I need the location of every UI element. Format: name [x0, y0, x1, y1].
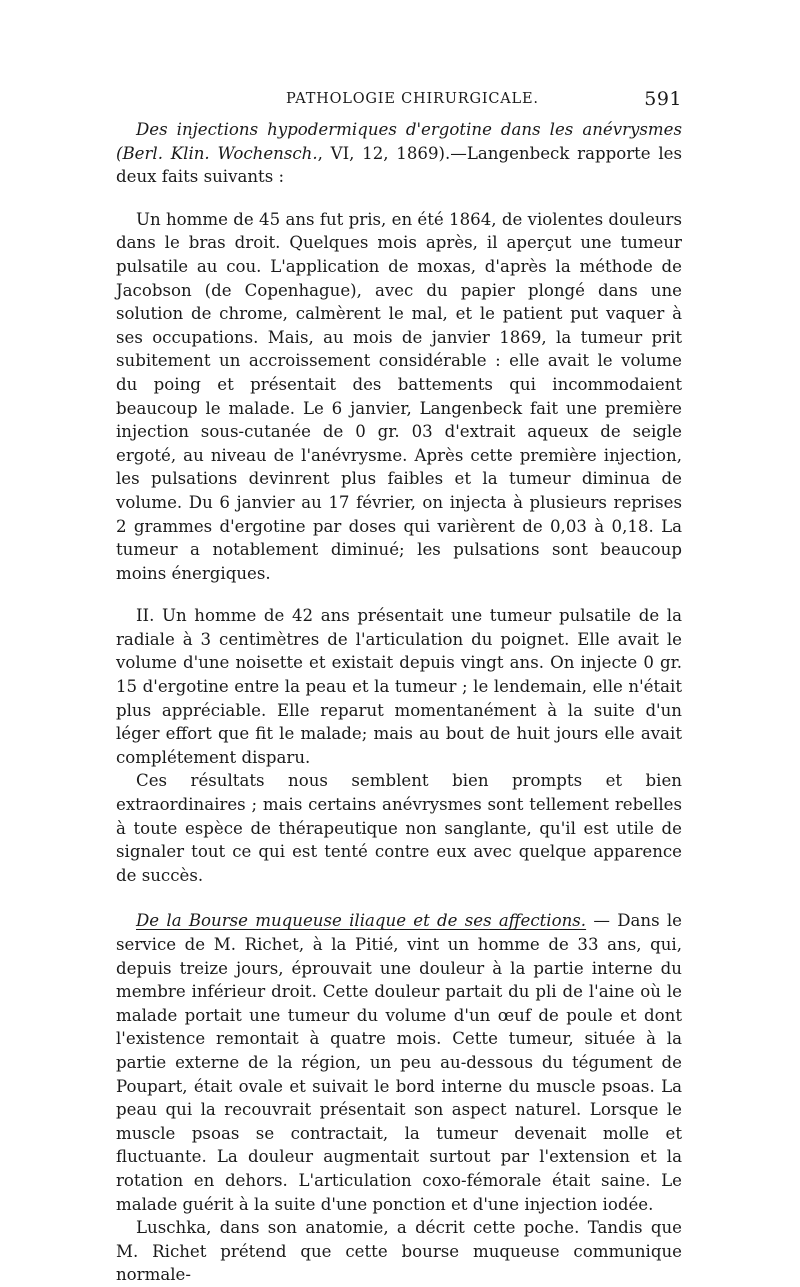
ergotine-intro: —Langenbeck rapporte les deux faits suivants : — [116, 143, 683, 187]
bourse-body: — Dans le service de M. Richet, à la Pitié, vint un homme de 33 ans, qui, depuis treize jours, éprouvait une douleur à la partie interne du membre inférieur droit. Cette douleur partait du pli de l'aine où le malade portait une tumeur du volume d'un œuf de poule et dont l'existence remontait à quatre mois. Cette tumeur, située à la partie externe de la région, un peu au-dessous du tégument de Poupart, était ovale et suivait le bord interne du muscle psoas. La peau qui la recouvrait présentait son aspect naturel. Lorsque le muscle psoas se contractait, la tumeur devenait molle et fluctuante. La douleur augmentait surtout par l'extension et la rotation en dehors. L'articulation coxo-fémorale était saine. Le malade guérit à la suite d'une ponction et d'une injection iodée. — [116, 911, 682, 1214]
ergotine-title: Des injections hypodermiques d'ergotine dans les anévrysmes (Berl. Klin. Wochensch. — [116, 120, 682, 163]
page-header — [116, 88, 682, 118]
ergotine-case-1: Un homme de 45 ans fut pris, en été 1864, de violentes douleurs dans le bras droit. Quelques mois après, il aperçut une tumeur pulsatile au cou. L'application de moxas, d'après la méthode de Jacobson (de Copenhague), avec du papier plongé dans une solution de chrome, calmèrent le mal, et le patient put vaquer à ses occupations. Mais, au mois de janvier 1869, la tumeur prit subitement un accroissement considérable : elle avait le volume du poing et présentait des battements qui incommodaient beaucoup le malade. Le 6 janvier, Langenbeck fait une première injection sous-cutanée de 0 gr. 03 d'extrait aqueux de seigle ergoté, au niveau de l'anévrysme. Après cette première injection, les pulsations devinrent plus faibles et la tumeur diminua de volume. Du 6 janvier au 17 février, on injecta à plusieurs reprises 2 grammes d'ergotine par doses qui varièrent de 0,03 à 0,18. La tumeur a notablement diminué; les pulsations sont beaucoup moins énergiques. — [116, 209, 682, 583]
book-page — [116, 88, 682, 1287]
running-title: PATHOLOGIE CHIRURGICALE. — [286, 91, 539, 107]
ergotine-case-2: II. Un homme de 42 ans présentait une tumeur pulsatile de la radiale à 3 centimètres de l'articulation du poignet. Elle avait le volume d'une noisette et existait depuis vingt ans. On injecte 0 gr. 15 d'ergotine entre la peau et la tumeur ; le lendemain, elle n'était plus appréciable. Elle reparut momentanément à la suite d'un léger effort que fit le malade; mais au bout de huit jours elle avait complétement disparu. — [116, 606, 682, 767]
bourse-luschka-paragraph: Luschka, dans son anatomie, a décrit cette poche. Tandis que M. Richet prétend que cette bourse muqueuse communique normale- — [116, 1218, 682, 1285]
ergotine-reference: , VI, 12, 1869). — [317, 143, 451, 163]
ergotine-conclusion: Ces résultats nous semblent bien prompts et bien extraordinaires ; mais certains anévrysmes sont tellement rebelles à toute espèce de thérapeutique non sanglante, qu'il est utile de signaler tout ce qui est tenté contre eux avec quelque apparence de succès. — [116, 771, 682, 885]
bourse-article — [116, 909, 682, 1216]
page-number: 591 — [644, 88, 682, 110]
bourse-title: De la Bourse muqueuse iliaque et de ses affections. — [136, 911, 587, 931]
ergotine-article-heading — [116, 118, 682, 189]
